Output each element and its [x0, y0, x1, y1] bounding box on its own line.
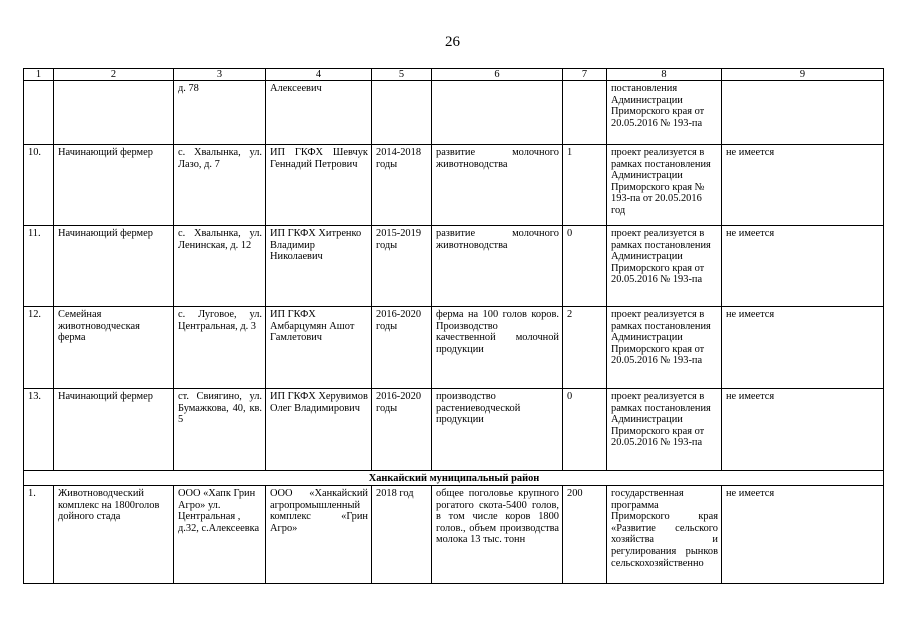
column-header: 3 — [174, 69, 266, 81]
page-number: 26 — [445, 34, 460, 50]
cell-basis: проект реализуется в рамках постановления Администрации Приморского края от 20.05.2016 № 193-па — [607, 307, 722, 389]
cell-need: не имеется — [722, 145, 884, 226]
cell-need: не имеется — [722, 307, 884, 389]
cell-type: Семейная животноводческая ферма — [54, 307, 174, 389]
cell-need — [722, 81, 884, 145]
cell-description: развитие молочного животноводства — [432, 226, 563, 307]
cell-address: с. Хвалынка, ул. Ленинская, д. 12 — [174, 226, 266, 307]
cell-owner: ИП ГКФХ Амбарцумян Ашот Гамлетович — [266, 307, 372, 389]
cell-owner: ИП ГКФХ Херувимов Олег Владимирович — [266, 389, 372, 471]
cell-owner: ИП ГКФХ Хитренко Владимир Николаевич — [266, 226, 372, 307]
cell-basis: проект реализуется в рамках постановления Администрации Приморского края от 20.05.2016 № 193-па — [607, 389, 722, 471]
cell-num: 10. — [24, 145, 54, 226]
cell-basis: государственная программа Приморского края «Развитие сельского хозяйства и регулирования рынков сельскохозяйственно — [607, 486, 722, 584]
cell-basis: проект реализуется в рамках постановления Администрации Приморского края № 193-па от 20.05.2016 год — [607, 145, 722, 226]
section-header-row — [24, 471, 884, 486]
cell-need: не имеется — [722, 486, 884, 584]
cell-jobs: 1 — [563, 145, 607, 226]
cell-num: 13. — [24, 389, 54, 471]
cell-num: 12. — [24, 307, 54, 389]
cell-period — [372, 81, 432, 145]
cell-address: с. Луговое, ул. Центральная, д. 3 — [174, 307, 266, 389]
cell-type: Начинающий фермер — [54, 145, 174, 226]
cell-owner: ИП ГКФХ Шевчук Геннадий Петрович — [266, 145, 372, 226]
column-header: 5 — [372, 69, 432, 81]
cell-basis: проект реализуется в рамках постановления Администрации Приморского края от 20.05.2016 № 193-па — [607, 226, 722, 307]
cell-num: 11. — [24, 226, 54, 307]
cell-basis: постановления Администрации Приморского края от 20.05.2016 № 193-па — [607, 81, 722, 145]
table-row — [24, 307, 884, 389]
column-header: 9 — [722, 69, 884, 81]
table-row — [24, 226, 884, 307]
cell-num — [24, 81, 54, 145]
cell-type: Начинающий фермер — [54, 226, 174, 307]
table-row — [24, 145, 884, 226]
column-header: 8 — [607, 69, 722, 81]
cell-jobs: 0 — [563, 389, 607, 471]
cell-jobs: 200 — [563, 486, 607, 584]
cell-description: развитие молочного животноводства — [432, 145, 563, 226]
column-header: 1 — [24, 69, 54, 81]
cell-description: производство растениеводческой продукции — [432, 389, 563, 471]
cell-type — [54, 81, 174, 145]
column-header: 2 — [54, 69, 174, 81]
cell-address: ООО «Хапк Грин Агро» ул. Центральная , д.32, с.Алексеевка — [174, 486, 266, 584]
cell-address: с. Хвалынка, ул. Лазо, д. 7 — [174, 145, 266, 226]
section-title: Ханкайский муниципальный район — [24, 471, 884, 486]
cell-jobs: 2 — [563, 307, 607, 389]
table-row — [24, 389, 884, 471]
cell-jobs — [563, 81, 607, 145]
cell-need: не имеется — [722, 226, 884, 307]
cell-address: д. 78 — [174, 81, 266, 145]
column-number-row — [24, 69, 884, 81]
cell-description — [432, 81, 563, 145]
cell-period: 2014-2018 годы — [372, 145, 432, 226]
cell-description: ферма на 100 голов коров. Производство качественной молочной продукции — [432, 307, 563, 389]
column-header: 6 — [432, 69, 563, 81]
cell-owner: Алексеевич — [266, 81, 372, 145]
cell-owner: ООО «Ханкайский агропромышленный комплекс «Грин Агро» — [266, 486, 372, 584]
cell-period: 2018 год — [372, 486, 432, 584]
column-header: 4 — [266, 69, 372, 81]
cell-period: 2015-2019 годы — [372, 226, 432, 307]
cell-description: общее поголовье крупного рогатого скота-5400 голов, в том числе коров 1800 голов., объем производства молока 13 тыс. тонн — [432, 486, 563, 584]
cell-type: Начинающий фермер — [54, 389, 174, 471]
cell-period: 2016-2020 годы — [372, 307, 432, 389]
column-header: 7 — [563, 69, 607, 81]
cell-jobs: 0 — [563, 226, 607, 307]
cell-need: не имеется — [722, 389, 884, 471]
table-row — [24, 486, 884, 584]
cell-num: 1. — [24, 486, 54, 584]
table-row-continued — [24, 81, 884, 145]
cell-type: Животноводческий комплекс на 1800голов дойного стада — [54, 486, 174, 584]
cell-period: 2016-2020 годы — [372, 389, 432, 471]
register-table — [23, 68, 884, 584]
cell-address: ст. Свиягино, ул. Бумажкова, 40, кв. 5 — [174, 389, 266, 471]
